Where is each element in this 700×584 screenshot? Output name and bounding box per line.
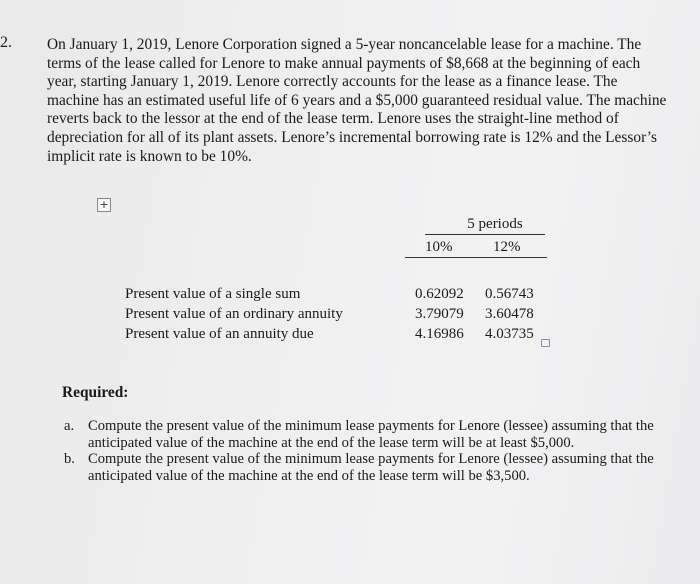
item-marker: b. xyxy=(64,451,75,467)
value-annuity-due-10: 4.16986 xyxy=(415,326,464,342)
row-label-ordinary-annuity: Present value of an ordinary annuity xyxy=(125,306,343,322)
value-single-sum-10: 0.62092 xyxy=(415,286,464,302)
rate-10-header: 10% xyxy=(425,239,453,255)
rate-12-header: 12% xyxy=(493,239,521,255)
table-row xyxy=(415,284,545,304)
item-text: Compute the present value of the minimum lease payments for Lenore (lessee) assuming that the anticipated value of the machine at the end of the lease term will be at least $5,000. xyxy=(88,418,654,451)
question-paragraph: On January 1, 2019, Lenore Corporation signed a 5-year noncancelable lease for a machine. The terms of the lease called for Lenore to make annual payments of $8,668 at the beginning of each year, starting January 1, 2019. Lenore correctly accounts for the lease as a finance lease. The machine has an estimated useful life of 6 years and a $5,000 guaranteed residual value. The machine reverts back to the lessor at the end of the lease term. Lenore uses the straight-line method of depreciation for all of its plant assets. Lenore’s incremental borrowing rate is 12% and the Lessor’s implicit rate is known to be 10%. xyxy=(47,36,667,165)
question-number: 2. xyxy=(0,34,12,51)
item-marker: a. xyxy=(64,418,75,434)
value-single-sum-12: 0.56743 xyxy=(485,286,534,302)
value-annuity-due-12: 4.03735 xyxy=(485,326,534,342)
list-item xyxy=(64,418,664,451)
periods-label: 5 periods xyxy=(425,216,545,235)
pv-values xyxy=(415,284,545,344)
rate-header-row xyxy=(405,237,547,258)
row-label-annuity-due: Present value of an annuity due xyxy=(125,326,314,342)
copy-icon[interactable] xyxy=(541,339,550,347)
required-heading: Required: xyxy=(62,384,129,401)
table-row xyxy=(415,304,545,324)
table-row xyxy=(415,324,545,344)
pv-row-labels xyxy=(125,284,343,344)
expand-table-icon[interactable]: + xyxy=(97,198,111,212)
pv-table-header xyxy=(405,216,547,258)
row-label-single-sum: Present value of a single sum xyxy=(125,286,301,302)
list-item xyxy=(64,451,664,484)
value-ordinary-annuity-12: 3.60478 xyxy=(485,306,534,322)
required-list xyxy=(64,418,664,484)
item-text: Compute the present value of the minimum lease payments for Lenore (lessee) assuming that the anticipated value of the machine at the end of the lease term will be $3,500. xyxy=(88,451,654,484)
value-ordinary-annuity-10: 3.79079 xyxy=(415,306,464,322)
